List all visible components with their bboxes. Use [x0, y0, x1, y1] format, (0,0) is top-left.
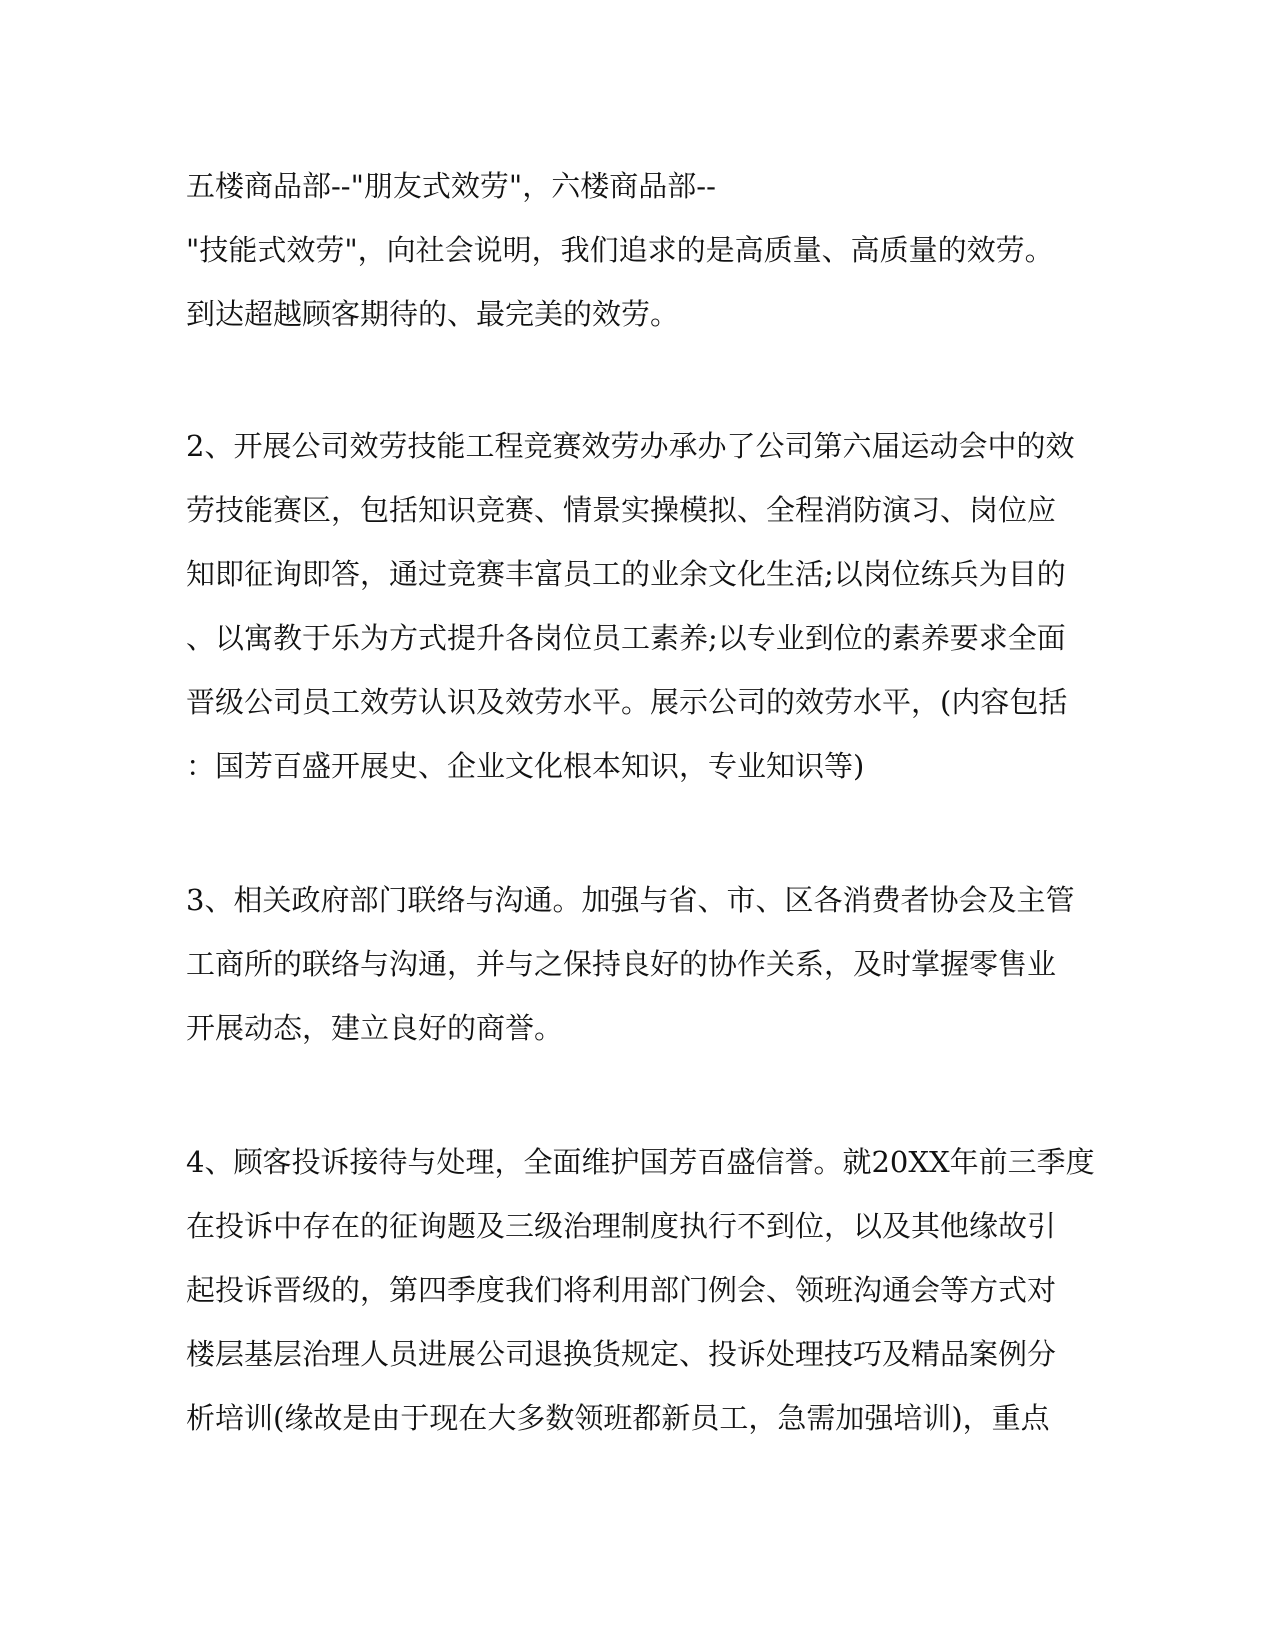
text-line: 知即征询即答，通过竞赛丰富员工的业余文化生活;以岗位练兵为目的: [186, 557, 1066, 591]
text-line: 2、开展公司效劳技能工程竞赛效劳办承办了公司第六届运动会中的效: [186, 429, 1075, 463]
text-line: 4、顾客投诉接待与处理，全面维护国芳百盛信誉。就20XX年前三季度: [186, 1145, 1095, 1179]
paragraph-floor-service: [186, 154, 1086, 346]
text-line: 劳技能赛区，包括知识竞赛、情景实操模拟、全程消防演习、岗位应: [186, 493, 1057, 527]
text-line: 起投诉晋级的，第四季度我们将利用部门例会、领班沟通会等方式对: [186, 1273, 1057, 1307]
text-line: "技能式效劳"，向社会说明，我们追求的是高质量、高质量的效劳。: [186, 233, 1054, 267]
text-line: 、以寓教于乐为方式提升各岗位员工素养;以专业到位的素养要求全面: [186, 621, 1066, 655]
text-line: 五楼商品部--"朋友式效劳"，六楼商品部--: [186, 169, 716, 203]
text-line: 析培训(缘故是由于现在大多数领班都新员工，急需加强培训)，重点: [186, 1401, 1050, 1435]
text-line: 3、相关政府部门联络与沟通。加强与省、市、区各消费者协会及主管: [186, 883, 1075, 917]
text-line: 在投诉中存在的征询题及三级治理制度执行不到位，以及其他缘故引: [186, 1209, 1057, 1243]
text-line: 到达超越顾客期待的、最完美的效劳。: [186, 297, 680, 331]
text-line: 晋级公司员工效劳认识及效劳水平。展示公司的效劳水平，(内容包括: [186, 685, 1068, 719]
text-line: ：国芳百盛开展史、企业文化根本知识，专业知识等): [186, 749, 865, 783]
paragraph-government-liaison: [186, 868, 1086, 1060]
paragraph-complaint-handling: [186, 1130, 1095, 1450]
text-line: 开展动态，建立良好的商誉。: [186, 1011, 564, 1045]
text-line: 工商所的联络与沟通，并与之保持良好的协作关系，及时掌握零售业: [186, 947, 1057, 981]
text-line: 楼层基层治理人员进展公司退换货规定、投诉处理技巧及精品案例分: [186, 1337, 1057, 1371]
paragraph-skill-competition: [186, 414, 1086, 798]
